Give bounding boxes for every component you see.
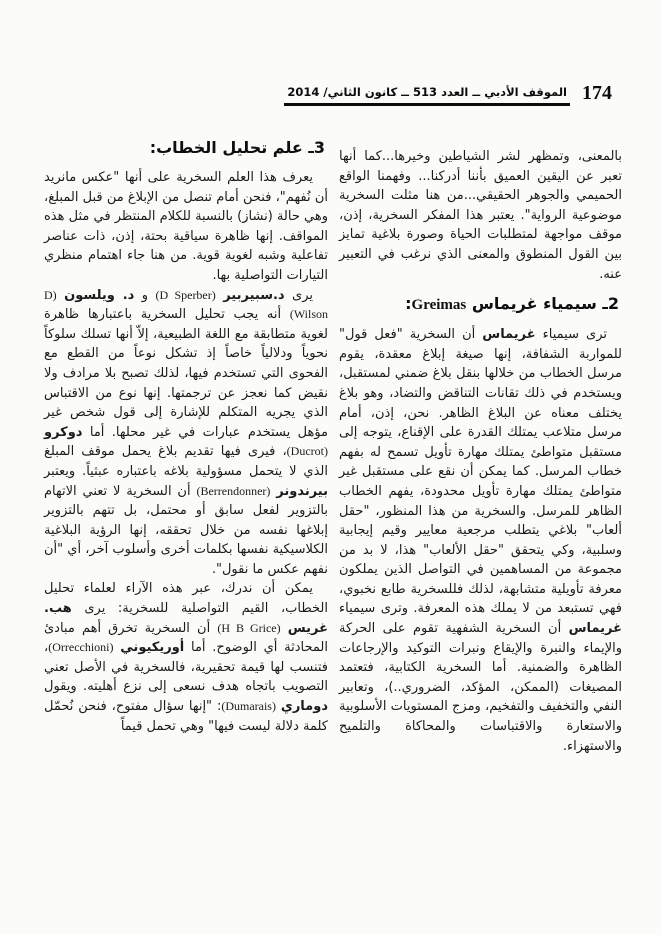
text-run: ترى سيمياء	[535, 327, 607, 343]
author-name: د.سبيربير	[223, 287, 285, 303]
latin-term: Greimas	[411, 297, 467, 314]
text-run: أنه يجب تحليل السخرية باعتبارها ظاهرة لغوية متطابقة مع اللغة الطبيعية، إلاّ أنها تسلك سلوكاً نحوياً ودلالياً خاصاً إذ تشكل نوعاً من القطع مع الفحوى التي تستخدم فيها، لذلك تصبح بلا مرادف ولا نقيض كما نعجز عن ترجمتها. إنها نوع من الاقتباس الذي يجريه المتكلم للإشارة إلى قول شخص غير مؤهل يستخدم عبارات في غير محلها. أما	[44, 307, 328, 440]
page-header	[284, 82, 612, 106]
author-name: غريماس	[482, 327, 536, 343]
text-run: أن السخرية "فعل قول" للمواربة الشفافة، إنها صيغة إبلاغ معقدة، يقوم مرسل الخطاب من خلالها بنقل بلاغ ضمني لمستقبل، ويستخدم في ذلك تقانات التناقض والتضاد، وهو بلاغ يختلف معناه عن البلاغ الظاهر. نحن، إذن، أمام مرسل متلاعب يمتلك القدرة على الإقناع، يتوجه إلى مستقبل متواطئ يمتلك مهارة تأويل تسمح له بفهم خطاب المرسل. كما يمكن أن نقع على مستقبل غير متواطئ يمتلك مهارة تأويل محدودة، يفهم الخطاب الظاهر للمرسل. والسخرية من هذا المنظور، "حقل ألعاب" بلاغي يتطلب مرجعية معايير وقيم إيجابية وسلبية، وكي يتحقق "حقل الألعاب" هذا، لا بد من مجموعة من المساهمين في التواصل الذين يملكون معرفة تأويلية متشابهة، لذلك فللسخرية طابع نخبوي، فهي تستبعد من لا يملك هذه المعرفة. وترى سيمياء	[339, 327, 622, 617]
text-run: 2ـ سيمياء غريماس	[466, 294, 619, 314]
author-name: بيرندونر	[276, 483, 328, 499]
section-heading-discourse-analysis	[44, 136, 325, 160]
latin-term: (Ducrot)	[286, 444, 328, 459]
text-run: :	[405, 294, 412, 314]
latin-term: (H B Grice)	[217, 620, 281, 635]
column-left	[44, 136, 328, 736]
text-run: يرى	[284, 287, 313, 303]
section-heading-greimas-semiotics	[339, 292, 619, 317]
text-run: ، فيرى فيها تقديم بلاغ يحمل موقف المبلغ الذي لا يتحمل مسؤولية بلاغه باعتباره عبثياً. ويعتبر	[44, 444, 328, 479]
author-name: هب. غريس	[44, 601, 329, 636]
latin-term: (D Sperber)	[155, 287, 216, 302]
text-run: أن السخرية الشفهية تقوم على الحركة والإيماء والنبرة والإيقاع ونبرات التوكيد والإرجاعات الظاهرة والضمنية. أما السخرية الكتابية، فتعتمد المصيغات (الممكن، المؤكد، الضروري..)، وتعابير النفي والتخفيف والتفخيم، ومزج المستويات الأسلوبية والاستعارة والاقتباسات والمحاكاة والتلميح والاستهزاء.	[339, 621, 622, 754]
latin-term: (Berrendonner)	[196, 483, 271, 498]
author-name: دوماري	[280, 699, 328, 715]
text-run: أن السخرية لا تعني الاتهام بالتزوير لفعل سابق أو محتمل، بل تتهم بالتزوير إبلاغها نفسه من خلال تحققه، إنها الرؤية البلاغية الكلاسيكية نفسها بكلمات أخرى وأسلوب آخر، أي "أن نفهم عكس ما نقول".	[44, 483, 328, 577]
page-number: 174	[582, 82, 612, 104]
text-run: و	[134, 287, 156, 303]
text-run	[281, 621, 288, 636]
text-run	[57, 288, 64, 303]
latin-term: (Dumarais)	[221, 699, 276, 714]
text-run: بالمعنى، وتمظهر لشر الشياطين وخيرها...كما أنها تعبر عن اليقين العميق بأننا أدركنا... وفهمنا الواقع الحميمي والجوهر الحقيقي...من هنا مثلت السخرية موضوعية الرواية". يعتبر هذا المفكر السخرية، إذن، موقف مواجهة لمتطلبات الحياة وصورة بلاغية تمايز بين القول المنطوق والمعنى الذي نرغب في التعبير عنه.	[339, 149, 622, 282]
author-name: دوكرو	[44, 424, 83, 440]
text-run: : "إنها سؤال مفتوح، فنحن نُحمّل كلمة دلالة ليست فيها" وهي تحمل قيماً	[44, 699, 328, 734]
latin-term: (Orrecchioni)	[48, 640, 114, 655]
journal-header-line: الموقف الأدبي ــ العدد 513 ــ كانون الثاني/ 2014	[284, 85, 570, 106]
text-run: يعرف هذا العلم السخرية على أنها "عكس مانريد أن نُفهم"، فنحن أمام تنصل من الإبلاغ من قبل المبلغ، وهي حالة (نشاز) بالنسبة للكلام المنتظر في مثل هذه المواقف. إنها ظاهرة سياقية بحتة، إذن، ذات عناصر تفاعلية وشبه لغوية قوية. من هنا جاء اهتمام منظري التيارات التواصلية بها.	[44, 170, 328, 283]
paragraph	[44, 168, 328, 286]
author-name: د. ويلسون	[64, 287, 135, 303]
paragraph	[339, 325, 622, 756]
paragraph	[44, 286, 328, 580]
paragraph	[44, 579, 328, 736]
text-run: أن السخرية تخرق أهم مبادئ المحادثة أي الوضوح. أما	[44, 620, 328, 656]
author-name: أوريكيوني	[120, 640, 185, 656]
latin-term: (D Wilson)	[44, 287, 328, 322]
author-name: غريماس	[568, 621, 622, 637]
text-run: ، فتنسب لها قيمة تحقيرية، فالسخرية في الأصل تعني التصويب باتجاه هدف نسعى إلى نزع أهليته. ويقول	[44, 640, 328, 695]
text-run: يمكن أن ندرك، عبر هذه الآراء لعلماء تحليل الخطاب، القيم التواصلية للسخرية: يرى	[44, 581, 328, 617]
text-run: 3ـ علم تحليل الخطاب:	[149, 138, 325, 157]
paragraph	[339, 147, 622, 284]
column-right	[339, 147, 622, 756]
